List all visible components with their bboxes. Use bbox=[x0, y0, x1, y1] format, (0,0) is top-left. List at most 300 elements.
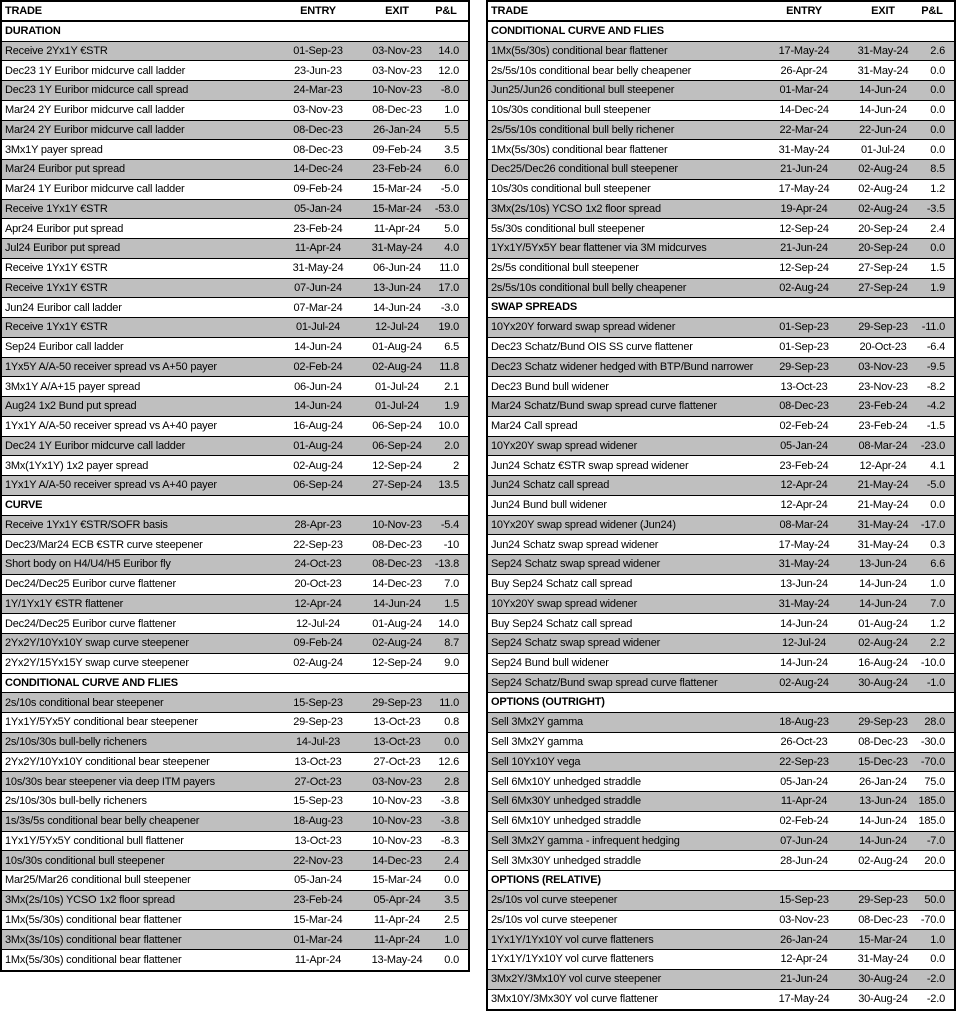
table-row bbox=[488, 259, 954, 279]
trade-name-cell: Sep24 Schatz swap spread widener bbox=[491, 558, 661, 571]
trade-name-cell: Receive 1Yx1Y €STR/SOFR basis bbox=[5, 518, 168, 531]
entry-date-cell: 17-May-24 bbox=[778, 44, 830, 57]
table-row bbox=[2, 614, 468, 634]
exit-date-cell: 13-May-24 bbox=[371, 953, 423, 966]
exit-date-cell: 20-Sep-24 bbox=[858, 222, 908, 235]
trade-name-cell: 3Mx(1Yx1Y) 1x2 payer spread bbox=[5, 459, 149, 472]
entry-date-cell: 01-Sep-23 bbox=[779, 321, 829, 334]
table-row bbox=[2, 358, 468, 378]
pnl-value-cell: -70.0 bbox=[920, 913, 945, 926]
trade-name-cell: Sep24 Euribor call ladder bbox=[5, 341, 124, 354]
exit-date-cell: 01-Jul-24 bbox=[374, 380, 420, 393]
table-row bbox=[488, 338, 954, 358]
trade-name-cell: Mar24 2Y Euribor midcurve call ladder bbox=[5, 104, 185, 117]
entry-date-cell: 26-Apr-24 bbox=[780, 64, 828, 77]
pnl-column-header: P&L bbox=[435, 4, 457, 17]
exit-date-cell: 11-Apr-24 bbox=[373, 933, 421, 946]
trade-name-cell: 3Mx1Y payer spread bbox=[5, 143, 103, 156]
entry-date-cell: 13-Oct-23 bbox=[294, 834, 342, 847]
table-row bbox=[2, 101, 468, 121]
table-row bbox=[488, 219, 954, 239]
exit-date-cell: 02-Aug-24 bbox=[858, 163, 908, 176]
exit-date-cell: 08-Dec-23 bbox=[858, 913, 908, 926]
table-row bbox=[488, 160, 954, 180]
exit-date-cell: 14-Jun-24 bbox=[859, 834, 907, 847]
table-row bbox=[2, 140, 468, 160]
table-row bbox=[2, 180, 468, 200]
exit-date-cell: 31-May-24 bbox=[857, 64, 909, 77]
exit-date-cell: 03-Nov-23 bbox=[372, 775, 422, 788]
pnl-value-cell: -11.0 bbox=[921, 321, 945, 334]
trade-name-cell: Receive 1Yx1Y €STR bbox=[5, 262, 108, 275]
trade-name-cell: 3Mx2Y/3Mx10Y vol curve steepener bbox=[491, 973, 662, 986]
entry-date-cell: 12-Jul-24 bbox=[781, 637, 827, 650]
exit-date-cell: 26-Jan-24 bbox=[859, 775, 907, 788]
entry-date-cell: 08-Dec-23 bbox=[293, 123, 343, 136]
table-row bbox=[2, 911, 468, 931]
entry-date-cell: 18-Aug-23 bbox=[293, 815, 343, 828]
trade-name-cell: Sell 3Mx2Y gamma - infrequent hedging bbox=[491, 834, 680, 847]
entry-date-cell: 26-Oct-23 bbox=[780, 736, 828, 749]
exit-date-cell: 15-Mar-24 bbox=[372, 202, 422, 215]
pnl-value-cell: 2.1 bbox=[444, 380, 459, 393]
pnl-value-cell: 1.0 bbox=[930, 933, 945, 946]
pnl-value-cell: 6.0 bbox=[444, 163, 459, 176]
table-row bbox=[2, 200, 468, 220]
entry-date-cell: 22-Mar-24 bbox=[779, 123, 829, 136]
trade-name-cell: Receive 2Yx1Y €STR bbox=[5, 44, 108, 57]
trade-name-cell: Sell 10Yx10Y vega bbox=[491, 755, 581, 768]
pnl-value-cell: 0.0 bbox=[444, 874, 459, 887]
entry-date-cell: 14-Jun-24 bbox=[294, 341, 342, 354]
table-row bbox=[488, 713, 954, 733]
pnl-value-cell: 2.5 bbox=[444, 913, 459, 926]
left-trade-table bbox=[0, 0, 470, 972]
exit-date-cell: 03-Nov-23 bbox=[372, 64, 422, 77]
entry-date-cell: 12-Apr-24 bbox=[294, 597, 342, 610]
trade-name-cell: 1s/3s/5s conditional bear belly cheapener bbox=[5, 815, 200, 828]
section-header-row bbox=[488, 693, 954, 713]
table-row bbox=[488, 101, 954, 121]
section-header-row bbox=[2, 674, 468, 694]
pnl-value-cell: 5.5 bbox=[444, 123, 459, 136]
table-row bbox=[2, 713, 468, 733]
entry-column-header: ENTRY bbox=[786, 4, 822, 17]
entry-column-header: ENTRY bbox=[300, 4, 336, 17]
table-row bbox=[488, 239, 954, 259]
exit-date-cell: 02-Aug-24 bbox=[372, 360, 422, 373]
entry-date-cell: 02-Aug-24 bbox=[779, 676, 829, 689]
table-row bbox=[488, 654, 954, 674]
table-row bbox=[2, 950, 468, 970]
entry-date-cell: 24-Oct-23 bbox=[294, 558, 342, 571]
pnl-value-cell: 8.7 bbox=[444, 637, 459, 650]
table-row bbox=[488, 516, 954, 536]
table-row bbox=[488, 456, 954, 476]
entry-date-cell: 05-Jan-24 bbox=[780, 439, 828, 452]
trade-name-cell: Aug24 1x2 Bund put spread bbox=[5, 400, 137, 413]
trade-name-cell: 3Mx(2s/10s) YCSO 1x2 floor spread bbox=[491, 202, 661, 215]
table-row bbox=[488, 950, 954, 970]
entry-date-cell: 21-Jun-24 bbox=[780, 242, 828, 255]
table-row bbox=[488, 377, 954, 397]
exit-date-cell: 29-Sep-23 bbox=[858, 321, 908, 334]
trade-name-cell: Dec23/Mar24 ECB €STR curve steepener bbox=[5, 538, 203, 551]
pnl-value-cell: 5.0 bbox=[444, 222, 459, 235]
trade-name-cell: 1Yx1Y/1Yx10Y vol curve flatteners bbox=[491, 953, 654, 966]
table-row bbox=[2, 516, 468, 536]
entry-date-cell: 07-Jun-24 bbox=[780, 834, 828, 847]
table-row bbox=[2, 437, 468, 457]
trade-name-cell: 10s/30s conditional bull steepener bbox=[491, 183, 651, 196]
exit-date-cell: 02-Aug-24 bbox=[858, 637, 908, 650]
exit-date-cell: 14-Dec-23 bbox=[372, 854, 422, 867]
section-header-row bbox=[2, 22, 468, 42]
table-row bbox=[2, 417, 468, 437]
section-title: CURVE bbox=[5, 498, 43, 511]
exit-date-cell: 23-Feb-24 bbox=[858, 400, 908, 413]
table-row bbox=[488, 970, 954, 990]
table-row bbox=[2, 397, 468, 417]
entry-date-cell: 15-Sep-23 bbox=[779, 894, 829, 907]
entry-date-cell: 24-Mar-23 bbox=[293, 84, 343, 97]
pnl-value-cell: -30.0 bbox=[920, 736, 945, 749]
exit-date-cell: 14-Jun-24 bbox=[373, 597, 421, 610]
trade-name-cell: 1Yx1Y/5Yx5Y bear flattener via 3M midcurves bbox=[491, 242, 707, 255]
trade-name-cell: 2s/5s/10s conditional bull belly cheapener bbox=[491, 281, 687, 294]
entry-date-cell: 12-Sep-24 bbox=[779, 262, 829, 275]
entry-date-cell: 17-May-24 bbox=[778, 993, 830, 1006]
entry-date-cell: 12-Jul-24 bbox=[295, 617, 341, 630]
entry-date-cell: 03-Nov-23 bbox=[779, 913, 829, 926]
entry-date-cell: 15-Mar-24 bbox=[293, 913, 343, 926]
exit-date-cell: 06-Sep-24 bbox=[372, 420, 422, 433]
exit-date-cell: 27-Oct-23 bbox=[373, 755, 421, 768]
pnl-value-cell: -2.0 bbox=[926, 993, 945, 1006]
exit-column-header: EXIT bbox=[385, 4, 409, 17]
trade-name-cell: Jul24 Euribor put spread bbox=[5, 242, 121, 255]
exit-date-cell: 06-Jun-24 bbox=[373, 262, 421, 275]
column-header-row bbox=[2, 2, 468, 22]
entry-date-cell: 29-Sep-23 bbox=[779, 360, 829, 373]
pnl-value-cell: -17.0 bbox=[920, 518, 945, 531]
pnl-value-cell: 1.2 bbox=[930, 617, 945, 630]
table-row bbox=[2, 575, 468, 595]
pnl-value-cell: 9.0 bbox=[444, 657, 459, 670]
pnl-value-cell: 2.8 bbox=[444, 775, 459, 788]
trade-name-cell: Jun24 Schatz swap spread widener bbox=[491, 538, 659, 551]
entry-date-cell: 23-Feb-24 bbox=[293, 222, 343, 235]
entry-date-cell: 14-Dec-24 bbox=[293, 163, 343, 176]
pnl-value-cell: 185.0 bbox=[918, 795, 945, 808]
entry-date-cell: 23-Feb-24 bbox=[779, 459, 829, 472]
exit-date-cell: 05-Apr-24 bbox=[373, 894, 421, 907]
table-row bbox=[2, 634, 468, 654]
exit-column-header: EXIT bbox=[871, 4, 895, 17]
exit-date-cell: 20-Oct-23 bbox=[859, 341, 907, 354]
pnl-value-cell: 1.2 bbox=[930, 183, 945, 196]
exit-date-cell: 14-Jun-24 bbox=[859, 104, 907, 117]
entry-date-cell: 15-Sep-23 bbox=[293, 696, 343, 709]
pnl-value-cell: 7.0 bbox=[930, 597, 945, 610]
entry-date-cell: 14-Jun-24 bbox=[780, 657, 828, 670]
table-row bbox=[488, 417, 954, 437]
table-row bbox=[2, 555, 468, 575]
exit-date-cell: 13-Jun-24 bbox=[859, 558, 907, 571]
exit-date-cell: 15-Dec-23 bbox=[858, 755, 908, 768]
table-row bbox=[2, 733, 468, 753]
pnl-value-cell: 8.5 bbox=[930, 163, 945, 176]
trade-name-cell: Dec24/Dec25 Euribor curve flattener bbox=[5, 578, 176, 591]
entry-date-cell: 02-Feb-24 bbox=[779, 420, 829, 433]
trade-name-cell: Mar24 1Y Euribor midcurve call ladder bbox=[5, 183, 185, 196]
entry-date-cell: 12-Sep-24 bbox=[779, 222, 829, 235]
entry-date-cell: 01-Jul-24 bbox=[295, 321, 341, 334]
entry-date-cell: 17-May-24 bbox=[778, 183, 830, 196]
entry-date-cell: 29-Sep-23 bbox=[293, 716, 343, 729]
pnl-value-cell: -5.0 bbox=[926, 479, 945, 492]
entry-date-cell: 12-Apr-24 bbox=[780, 953, 828, 966]
entry-date-cell: 07-Mar-24 bbox=[293, 301, 343, 314]
entry-date-cell: 08-Dec-23 bbox=[293, 143, 343, 156]
table-row bbox=[488, 674, 954, 694]
trade-name-cell: Sell 3Mx2Y gamma bbox=[491, 716, 583, 729]
entry-date-cell: 05-Jan-24 bbox=[294, 874, 342, 887]
entry-date-cell: 05-Jan-24 bbox=[780, 775, 828, 788]
entry-date-cell: 02-Aug-24 bbox=[779, 281, 829, 294]
entry-date-cell: 13-Oct-23 bbox=[294, 755, 342, 768]
trade-name-cell: Sep24 Schatz swap spread widener bbox=[491, 637, 661, 650]
trade-name-cell: Dec23 1Y Euribor midcurce call spread bbox=[5, 84, 189, 97]
table-row bbox=[488, 733, 954, 753]
pnl-value-cell: 13.5 bbox=[438, 479, 459, 492]
table-row bbox=[488, 200, 954, 220]
pnl-value-cell: 20.0 bbox=[924, 854, 945, 867]
pnl-value-cell: 0.8 bbox=[444, 716, 459, 729]
pnl-value-cell: 11.0 bbox=[439, 696, 459, 709]
entry-date-cell: 06-Jun-24 bbox=[294, 380, 342, 393]
pnl-value-cell: -8.3 bbox=[440, 834, 459, 847]
pnl-value-cell: 1.0 bbox=[930, 578, 945, 591]
table-row bbox=[488, 792, 954, 812]
table-row bbox=[488, 496, 954, 516]
section-header-row bbox=[488, 298, 954, 318]
section-header-row bbox=[2, 496, 468, 516]
pnl-value-cell: 2 bbox=[453, 459, 459, 472]
exit-date-cell: 01-Jul-24 bbox=[860, 143, 906, 156]
table-row bbox=[488, 535, 954, 555]
trade-name-cell: 1Mx(5s/30s) conditional bear flattener bbox=[5, 953, 182, 966]
exit-date-cell: 20-Sep-24 bbox=[858, 242, 908, 255]
entry-date-cell: 15-Sep-23 bbox=[293, 795, 343, 808]
entry-date-cell: 14-Jun-24 bbox=[780, 617, 828, 630]
section-title: SWAP SPREADS bbox=[491, 301, 578, 314]
exit-date-cell: 13-Oct-23 bbox=[373, 716, 421, 729]
trade-name-cell: 5s/30s conditional bull steepener bbox=[491, 222, 645, 235]
trade-column-header: TRADE bbox=[491, 4, 528, 17]
pnl-value-cell: 7.0 bbox=[444, 578, 459, 591]
exit-date-cell: 13-Oct-23 bbox=[373, 736, 421, 749]
pnl-value-cell: 50.0 bbox=[924, 894, 945, 907]
trade-name-cell: Dec25/Dec26 conditional bull steepener bbox=[491, 163, 678, 176]
trade-name-cell: Receive 1Yx1Y €STR bbox=[5, 202, 108, 215]
exit-date-cell: 08-Dec-23 bbox=[372, 104, 422, 117]
trade-name-cell: 2s/10s vol curve steepener bbox=[491, 913, 618, 926]
exit-date-cell: 10-Nov-23 bbox=[372, 518, 422, 531]
table-row bbox=[2, 654, 468, 674]
table-row bbox=[488, 595, 954, 615]
exit-date-cell: 03-Nov-23 bbox=[858, 360, 908, 373]
table-row bbox=[2, 279, 468, 299]
entry-date-cell: 27-Oct-23 bbox=[294, 775, 342, 788]
pnl-value-cell: -10.0 bbox=[920, 657, 945, 670]
exit-date-cell: 11-Apr-24 bbox=[373, 222, 421, 235]
trade-name-cell: Jun24 Euribor call ladder bbox=[5, 301, 122, 314]
table-row bbox=[2, 792, 468, 812]
table-row bbox=[2, 121, 468, 141]
pnl-value-cell: -53.0 bbox=[434, 202, 459, 215]
trade-name-cell: Sell 3Mx2Y gamma bbox=[491, 736, 583, 749]
pnl-value-cell: 0.0 bbox=[930, 242, 945, 255]
table-row bbox=[2, 338, 468, 358]
entry-date-cell: 31-May-24 bbox=[778, 558, 830, 571]
trade-name-cell: 10Yx20Y swap spread widener (Jun24) bbox=[491, 518, 676, 531]
trade-name-cell: 1Yx1Y A/A-50 receiver spread vs A+40 payer bbox=[5, 420, 217, 433]
exit-date-cell: 23-Feb-24 bbox=[372, 163, 422, 176]
trade-name-cell: Jun24 Schatz €STR swap spread widener bbox=[491, 459, 689, 472]
trade-name-cell: 1Mx(5s/30s) conditional bear flattener bbox=[491, 143, 668, 156]
trade-name-cell: 2Yx2Y/15Yx15Y swap curve steepener bbox=[5, 657, 189, 670]
exit-date-cell: 30-Aug-24 bbox=[858, 993, 908, 1006]
pnl-value-cell: -3.5 bbox=[926, 202, 945, 215]
trade-name-cell: Receive 1Yx1Y €STR bbox=[5, 321, 108, 334]
trade-name-cell: Mar24 2Y Euribor midcurve call ladder bbox=[5, 123, 185, 136]
trade-name-cell: 1Yx1Y/5Yx5Y conditional bear steepener bbox=[5, 716, 198, 729]
trade-name-cell: Sell 6Mx30Y unhedged straddle bbox=[491, 795, 641, 808]
exit-date-cell: 15-Mar-24 bbox=[372, 874, 422, 887]
trade-name-cell: Mar24 Call spread bbox=[491, 420, 578, 433]
right-trade-table bbox=[486, 0, 956, 1011]
trade-name-cell: Receive 1Yx1Y €STR bbox=[5, 281, 108, 294]
exit-date-cell: 02-Aug-24 bbox=[858, 854, 908, 867]
table-row bbox=[488, 832, 954, 852]
pnl-value-cell: 0.0 bbox=[444, 953, 459, 966]
table-row bbox=[488, 634, 954, 654]
exit-date-cell: 01-Jul-24 bbox=[374, 400, 420, 413]
trade-name-cell: 2s/10s conditional bear steepener bbox=[5, 696, 164, 709]
pnl-value-cell: 2.6 bbox=[930, 44, 945, 57]
trade-name-cell: Dec23 Bund bull widener bbox=[491, 380, 609, 393]
exit-date-cell: 13-Jun-24 bbox=[373, 281, 421, 294]
entry-date-cell: 21-Jun-24 bbox=[780, 163, 828, 176]
pnl-value-cell: 185.0 bbox=[918, 815, 945, 828]
pnl-value-cell: -3.8 bbox=[440, 815, 459, 828]
exit-date-cell: 31-May-24 bbox=[857, 953, 909, 966]
trade-name-cell: 10s/30s bear steepener via deep ITM payers bbox=[5, 775, 215, 788]
pnl-value-cell: 2.0 bbox=[444, 439, 459, 452]
pnl-value-cell: 2.4 bbox=[444, 854, 459, 867]
pnl-value-cell: -23.0 bbox=[920, 439, 945, 452]
exit-date-cell: 13-Jun-24 bbox=[859, 795, 907, 808]
entry-date-cell: 12-Apr-24 bbox=[780, 499, 828, 512]
table-row bbox=[2, 753, 468, 773]
table-row bbox=[488, 614, 954, 634]
trade-name-cell: 2s/5s conditional bull steepener bbox=[491, 262, 639, 275]
trade-name-cell: 3Mx10Y/3Mx30Y vol curve flattener bbox=[491, 993, 658, 1006]
exit-date-cell: 09-Feb-24 bbox=[372, 143, 422, 156]
exit-date-cell: 21-May-24 bbox=[857, 479, 909, 492]
trade-name-cell: 10s/30s conditional bull steepener bbox=[491, 104, 651, 117]
entry-date-cell: 23-Feb-24 bbox=[293, 894, 343, 907]
exit-date-cell: 01-Aug-24 bbox=[372, 341, 422, 354]
entry-date-cell: 02-Feb-24 bbox=[293, 360, 343, 373]
exit-date-cell: 14-Dec-23 bbox=[372, 578, 422, 591]
table-row bbox=[488, 575, 954, 595]
trade-name-cell: Jun25/Jun26 conditional bull steepener bbox=[491, 84, 675, 97]
table-row bbox=[2, 456, 468, 476]
table-row bbox=[2, 259, 468, 279]
exit-date-cell: 14-Jun-24 bbox=[859, 578, 907, 591]
entry-date-cell: 07-Jun-24 bbox=[294, 281, 342, 294]
entry-date-cell: 18-Aug-23 bbox=[779, 716, 829, 729]
pnl-value-cell: 0.0 bbox=[444, 736, 459, 749]
exit-date-cell: 12-Apr-24 bbox=[859, 459, 907, 472]
entry-date-cell: 22-Sep-23 bbox=[779, 755, 829, 768]
exit-date-cell: 14-Jun-24 bbox=[373, 301, 421, 314]
trade-name-cell: Dec23 1Y Euribor midcurve call ladder bbox=[5, 64, 186, 77]
pnl-value-cell: 3.5 bbox=[444, 143, 459, 156]
pnl-value-cell: 14.0 bbox=[438, 44, 459, 57]
table-row bbox=[488, 753, 954, 773]
entry-date-cell: 14-Jul-23 bbox=[295, 736, 341, 749]
pnl-value-cell: -1.5 bbox=[926, 420, 945, 433]
trade-name-cell: Dec23 Schatz/Bund OIS SS curve flattener bbox=[491, 341, 693, 354]
pnl-value-cell: 10.0 bbox=[438, 420, 459, 433]
trade-name-cell: 2Yx2Y/10Yx10Y swap curve steepener bbox=[5, 637, 189, 650]
entry-date-cell: 01-Aug-24 bbox=[293, 439, 343, 452]
entry-date-cell: 14-Jun-24 bbox=[294, 400, 342, 413]
entry-date-cell: 22-Nov-23 bbox=[293, 854, 343, 867]
table-row bbox=[488, 812, 954, 832]
trade-name-cell: Mar24 Schatz/Bund swap spread curve flattener bbox=[491, 400, 717, 413]
exit-date-cell: 10-Nov-23 bbox=[372, 795, 422, 808]
trade-name-cell: 10s/30s conditional bull steepener bbox=[5, 854, 165, 867]
table-row bbox=[2, 871, 468, 891]
exit-date-cell: 15-Mar-24 bbox=[372, 183, 422, 196]
table-row bbox=[2, 595, 468, 615]
exit-date-cell: 12-Jul-24 bbox=[374, 321, 420, 334]
pnl-value-cell: 0.0 bbox=[930, 123, 945, 136]
trade-name-cell: Sell 3Mx30Y unhedged straddle bbox=[491, 854, 641, 867]
table-row bbox=[2, 61, 468, 81]
entry-date-cell: 14-Dec-24 bbox=[779, 104, 829, 117]
table-row bbox=[488, 891, 954, 911]
trade-name-cell: 1Mx(5s/30s) conditional bear flattener bbox=[491, 44, 668, 57]
trade-name-cell: 1Yx1Y A/A-50 receiver spread vs A+40 payer bbox=[5, 479, 217, 492]
table-row bbox=[2, 318, 468, 338]
exit-date-cell: 08-Dec-23 bbox=[372, 538, 422, 551]
trade-name-cell: Mar24 Euribor put spread bbox=[5, 163, 125, 176]
exit-date-cell: 14-Jun-24 bbox=[859, 597, 907, 610]
trade-name-cell: 1Yx1Y/1Yx10Y vol curve flatteners bbox=[491, 933, 654, 946]
table-row bbox=[2, 81, 468, 101]
exit-date-cell: 14-Jun-24 bbox=[859, 815, 907, 828]
exit-date-cell: 08-Dec-23 bbox=[372, 558, 422, 571]
trade-name-cell: Sell 6Mx10Y unhedged straddle bbox=[491, 815, 641, 828]
entry-date-cell: 31-May-24 bbox=[292, 262, 344, 275]
table-row bbox=[488, 990, 954, 1010]
pnl-value-cell: -5.0 bbox=[440, 183, 459, 196]
